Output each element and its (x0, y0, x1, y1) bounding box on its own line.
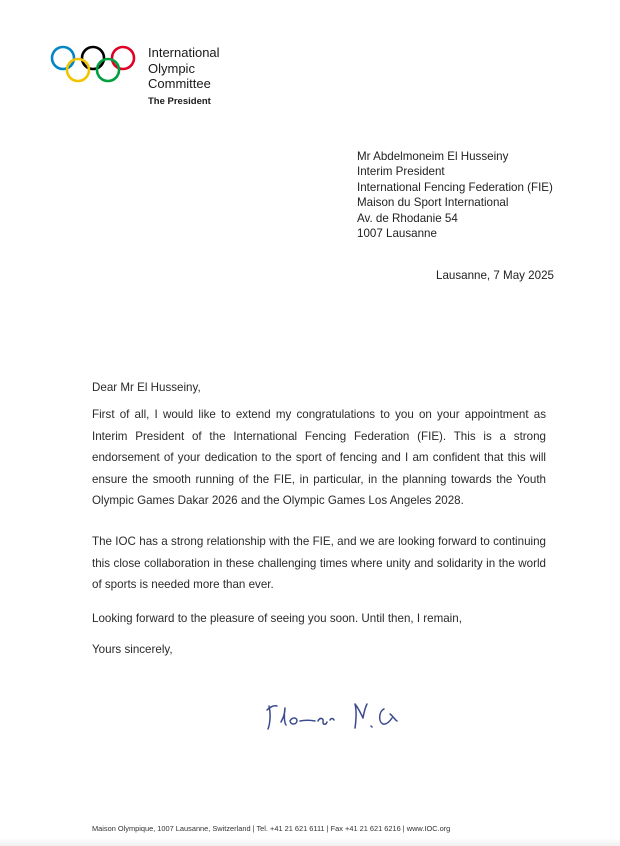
address-line: Av. de Rhodanie 54 (357, 211, 458, 225)
closing: Yours sincerely, (92, 643, 173, 656)
letter-footer: Maison Olympique, 1007 Lausanne, Switzerland | Tel. +41 21 621 6111 | Fax +41 21 621 6216 | www.IOC.org (92, 824, 451, 833)
letter-date: Lausanne, 7 May 2025 (436, 269, 554, 282)
page-bottom-edge (0, 838, 620, 846)
address-line: 1007 Lausanne (357, 227, 437, 241)
address-line: International Fencing Federation (FIE) (357, 180, 553, 194)
olympic-rings-logo (50, 44, 136, 86)
salutation: Dear Mr El Husseiny, (92, 381, 201, 394)
address-line: Maison du Sport International (357, 196, 509, 210)
org-name-line: Olympic (148, 60, 195, 76)
body-paragraph: Looking forward to the pleasure of seeing you soon. Until then, I remain, (92, 612, 462, 625)
org-name-line: International (148, 45, 220, 60)
address-line: Mr Abdelmoneim El Husseiny (357, 150, 509, 163)
handwritten-signature (263, 696, 423, 736)
ring-green (97, 59, 119, 81)
organization-name (148, 45, 220, 92)
org-name-line: Committee (148, 76, 211, 91)
address-line: Interim President (357, 165, 445, 179)
ring-blue (52, 47, 74, 69)
body-paragraph: First of all, I would like to extend my congratulations to you on your appointment as Interim President of the International Fencing Federation (FIE). This is a strong endorsement of your dedication to the sport of fencing and I am confident that this will ensure the smooth running of the FIE, in particular, in the planning towards the Youth Olympic Games Dakar 2026 and the Olympic Games Los Angeles 2028. (92, 408, 546, 507)
recipient-address (357, 149, 553, 241)
ring-yellow (67, 59, 89, 81)
ring-red (112, 47, 134, 69)
body-paragraph: The IOC has a strong relationship with the FIE, and we are looking forward to continuing this close collaboration in these challenging times where unity and solidarity in the world of sports is needed more than ever. (92, 535, 546, 591)
ring-black (82, 47, 104, 69)
office-title: The President (148, 96, 211, 107)
